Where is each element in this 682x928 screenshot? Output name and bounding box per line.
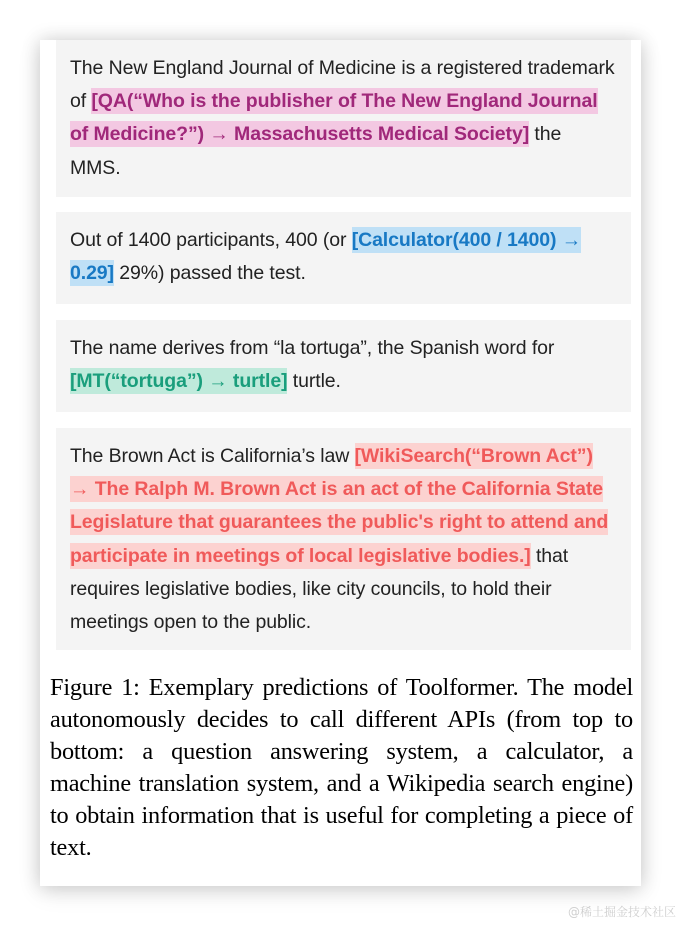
example-qa-before-text: The New England Journal of Medicine is a registered trademark of <box>70 57 615 113</box>
figure-caption: Figure 1: Exemplary predictions of Toolformer. The model autonomously decides to call different APIs (from top to bottom: a question answering system, a calculator, a machine translation system, and a Wikipedia search engine) to obtain information that is useful for completing a piece of text. <box>50 674 633 861</box>
example-calculator-after-text: 29%) passed the test. <box>113 262 306 285</box>
example-qa-after-text: the MMS. <box>70 123 562 179</box>
example-calculator <box>56 212 631 304</box>
wikisearch-api-call: [WikiSearch(“Brown Act”) → The Ralph M. Brown Act is an act of the California State Legislature that guarantees the public's right to attend and participate in meetings of local legislative bodies.] <box>70 445 609 567</box>
calculator-api-call: [Calculator(400 / 1400) → 0.29] <box>70 229 582 285</box>
figure-page <box>40 40 641 886</box>
mt-api-call: [MT(“tortuga”) → turtle] <box>70 370 288 393</box>
example-wikisearch-after-text: that requires legislative bodies, like city councils, to hold their meetings open to the public. <box>70 544 569 634</box>
example-wikisearch <box>56 428 631 650</box>
example-wikisearch-before-text: The Brown Act is California’s law <box>70 445 355 467</box>
watermark: @稀土掘金技术社区 <box>567 905 676 919</box>
example-calculator-before-text: Out of 1400 participants, 400 (or <box>70 229 352 251</box>
qa-api-call: [QA(“Who is the publisher of The New England Journal of Medicine?”) → Massachusetts Medical Society] <box>70 90 598 146</box>
example-qa <box>56 40 631 197</box>
example-mt-after-text: turtle. <box>287 370 341 393</box>
example-mt <box>56 320 631 412</box>
example-mt-before-text: The name derives from “la tortuga”, the Spanish word for <box>70 337 555 359</box>
